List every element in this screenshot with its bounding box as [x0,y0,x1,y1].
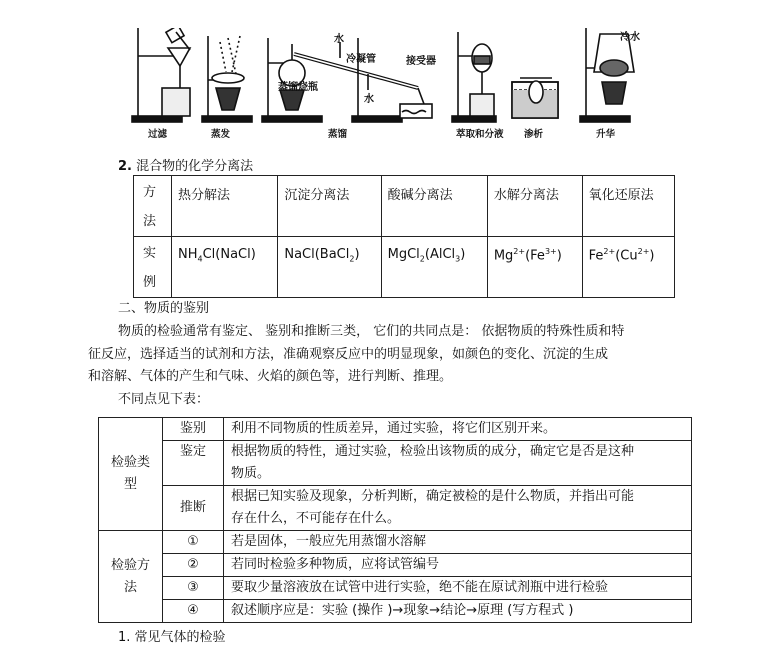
section-number: 2. [118,159,132,174]
label-condenser: 冷凝管 [346,54,376,65]
row-header-method: 方 法 [134,176,172,237]
table-row [99,418,692,441]
table-row [99,486,692,531]
method-description: 若是固体，一般应先用蒸馏水溶解 [224,531,692,554]
caption-dialysis: 渗析 [524,129,544,140]
label-receiver: 接受器 [406,56,436,67]
example-cell: $NH_4Cl(NaCl)$ [172,237,278,298]
caption-sublimation: 升华 [596,129,616,140]
filtration-apparatus [132,28,190,122]
type-description: 根据已知实验及现象，分析判断，确定被检的是什么物质，并指出可能 存在什么，不可能存在什么。 [224,486,692,531]
identification-heading: 二、物质的鉴别 [118,301,210,316]
differences-intro: 不同点见下表： [118,392,210,407]
table-row [99,554,692,577]
method-number: ③ [163,577,224,600]
chem-separation-table [133,175,675,298]
paragraph-line-2: 征反应，选择适当的试剂和方法，准确观察反应中的明显现象，如颜色的变化、沉淀的生成 [88,347,609,362]
chem-separation-heading [118,155,253,174]
caption-filtration: 过滤 [148,129,168,140]
table-row-methods [134,176,675,237]
method-cell: 氧化还原法 [582,176,674,237]
row-header-example: 实 例 [134,237,172,298]
method-description: 叙述顺序应是：实验 (操作 )→现象→结论→原理 (写方程式 ) [224,600,692,623]
label-water-inlet: 水 [334,34,344,45]
example-cell: NaCl(BaCl$_2$) [278,237,381,298]
group-label-types: 检验类 型 [99,418,163,531]
identification-table [98,417,692,623]
caption-evaporation: 蒸发 [211,129,231,140]
separation-apparatus-figure [128,28,648,140]
paragraph-line-1: 物质的检验通常有鉴定、 鉴别和推断三类， 它们的共同点是： 依据物质的特殊性质和特 [118,324,625,339]
type-name: 鉴别 [163,418,224,441]
method-cell: 水解分离法 [487,176,582,237]
label-water-outlet: 水 [364,94,374,105]
table-row [99,600,692,623]
method-cell: 酸碱分离法 [381,176,487,237]
type-description: 利用不同物质的性质差异，通过实验，将它们区别开来。 [224,418,692,441]
table-row-examples [134,237,675,298]
dialysis-apparatus [512,78,558,118]
type-name: 推断 [163,486,224,531]
paragraph-line-3: 和溶解、气体的产生和气味、火焰的颜色等，进行判断、推理。 [88,369,453,384]
example-cell: $Mg^{2+}(Fe^{3+})$ [487,237,582,298]
method-number: ① [163,531,224,554]
caption-distillation: 蒸馏 [328,129,348,140]
section-title: 混合物的化学分离法 [136,159,254,174]
example-cell: $Fe^{2+}(Cu^{2+})$ [582,237,674,298]
label-distilling-flask: 蒸馏烧瓶 [278,82,318,93]
table-row [99,577,692,600]
example-cell: MgCl$_2$(AlCl$_3$) [381,237,487,298]
method-cell: 热分解法 [172,176,278,237]
evaporation-apparatus [202,36,252,122]
caption-extraction: 萃取和分液 [456,129,504,140]
method-number: ④ [163,600,224,623]
table-row [99,531,692,554]
label-cold-water: 冷水 [620,32,640,43]
group-label-methods: 检验方 法 [99,531,163,623]
table-row [99,441,692,486]
next-section-heading-partial: 1. 常见气体的检验 [118,630,226,645]
method-cell: 沉淀分离法 [278,176,381,237]
apparatus-drawings [128,28,648,140]
method-description: 要取少量溶液放在试管中进行实验，绝不能在原试剂瓶中进行检验 [224,577,692,600]
method-number: ② [163,554,224,577]
method-description: 若同时检验多种物质，应将试管编号 [224,554,692,577]
separatory-funnel-apparatus [452,32,496,122]
type-description: 根据物质的特性，通过实验，检验出该物质的成分，确定它是否是这种 物质。 [224,441,692,486]
type-name: 鉴定 [163,441,224,486]
